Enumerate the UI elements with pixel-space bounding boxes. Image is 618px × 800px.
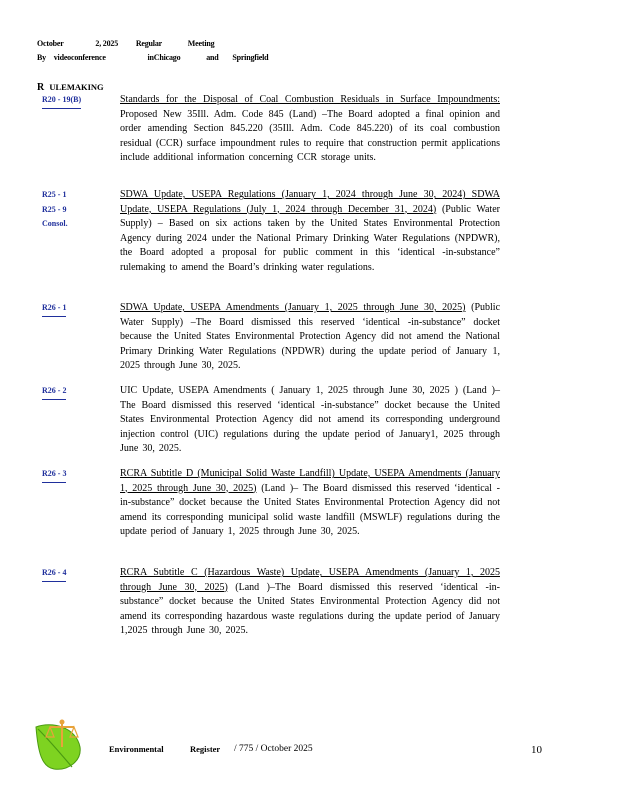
docket-link[interactable]: R26 - 4 xyxy=(42,566,66,582)
entry-body: UIC Update, USEPA Amendments ( January 1, 2025 through June 30, 2025 ) (Land )–The Board dismissed this reserved ‘identical -in-substance” docket because the United States Environmental Protection Agency did not amend its corresponding underground injection control (UIC) regulations during the update period of January1, 2025 through June 30, 2025. xyxy=(120,385,500,454)
section-rest: ULEMAKING xyxy=(49,82,104,92)
entry-text xyxy=(120,93,500,166)
header-month: October xyxy=(37,39,64,48)
header-type: Regular xyxy=(135,39,162,48)
docket-link[interactable]: R26 - 2 xyxy=(42,384,66,400)
header-by: By xyxy=(37,53,46,62)
entry-text xyxy=(120,566,500,639)
docket-link[interactable]: R26 - 3 xyxy=(42,467,66,483)
entry-title: RCRA Subtitle D (Municipal Solid Waste Landfill) Update, USEPA Amendments (January 1, 2025 through June 30, 2025) xyxy=(120,468,500,494)
footer-register: Register xyxy=(190,744,221,754)
docket-link[interactable]: R25 - 1 xyxy=(42,190,67,199)
header-line-2 xyxy=(37,53,268,62)
entry-text xyxy=(120,467,500,540)
docket-refs xyxy=(42,467,66,483)
entry-body: Proposed New 35Ill. Adm. Code 845 (Land) –The Board adopted a final opinion and order amending Section 845.220 (35Ill. Adm. Code 845.220) of its coal combustion residual (CCR) surface impoundment rules to require that construction permit applications include additional information concerning CCR storage units. xyxy=(120,108,500,163)
entry-text xyxy=(120,188,500,275)
footer-environmental: Environmental xyxy=(109,744,164,754)
docket-link[interactable]: R26 - 1 xyxy=(42,301,66,317)
header-date: 2, 2025 xyxy=(95,39,119,48)
header-meeting: Meeting xyxy=(187,39,215,48)
docket-refs xyxy=(42,188,68,232)
entry-title: RCRA Subtitle C (Hazardous Waste) Update, USEPA Amendments (January 1, 2025 through June 30, 2025) xyxy=(120,567,500,593)
entry-text xyxy=(120,301,500,374)
entry-body: (Public Water Supply) – Based on six actions taken by the United States Environmental Protection Agency during 2024 under the National Primary Drinking Water Regulations (NPDWR), the Board adopted a proposal for public comment in this ‘identical -in-substance” rulemaking to amend the Board’s drinking water regulations. xyxy=(120,203,500,273)
header-videoconference: videoconference xyxy=(53,53,106,62)
footer-issue: / 775 / October 2025 xyxy=(234,744,313,754)
docket-link[interactable]: R20 - 19(B) xyxy=(42,93,81,109)
header-line-1 xyxy=(37,39,214,48)
entry-text xyxy=(120,384,500,457)
docket-link[interactable]: R25 - 9 xyxy=(42,204,67,214)
entry-title: Standards for the Disposal of Coal Combustion Residuals in Surface Impoundments: xyxy=(120,94,500,105)
entry-body: (Land )– The Board dismissed this reserved ‘identical -in-substance” docket because the United States Environmental Protection Agency did not amend its corresponding municipal solid waste landfill (MSWLF) regulations during the update period of January 1, 2025 through June 30, 2025. xyxy=(120,482,500,537)
section-initial: R xyxy=(37,82,45,93)
docket-refs xyxy=(42,566,66,582)
entry-body: (Public Water Supply) –The Board dismissed this reserved ‘identical -in-substance” docket because the United States Environmental Protection Agency did not amend the National Primary Drinking Water Regulations (NPDWR) during the update period of January 1, 2025 through June 30, 2025. xyxy=(120,302,501,371)
docket-refs xyxy=(42,384,66,400)
header-springfield: Springfield xyxy=(232,53,269,62)
docket-consolidated-label: Consol. xyxy=(42,219,68,228)
docket-refs xyxy=(42,301,66,317)
docket-refs xyxy=(42,93,81,109)
entry-title: SDWA Update, USEPA Regulations (January 1, 2024 through June 30, 2024) SDWA Update, USEPA Regulations (July 1, 2024 through December 31, 2024) xyxy=(120,189,500,215)
header-and: and xyxy=(206,53,219,62)
entry-body: (Land )–The Board dismissed this reserved ‘identical -in-substance” docket because the United States Environmental Protection Agency did not amend its corresponding hazardous waste regulations during the update period of January 1,2025 through June 30, 2025. xyxy=(120,581,500,636)
leaf-scales-logo-icon xyxy=(32,717,84,773)
section-heading xyxy=(37,82,104,93)
entry-title: SDWA Update, USEPA Amendments (January 1, 2025 through June 30, 2025) xyxy=(120,302,466,313)
page-number: 10 xyxy=(531,744,542,756)
header-chicago: inChicago xyxy=(147,53,181,62)
